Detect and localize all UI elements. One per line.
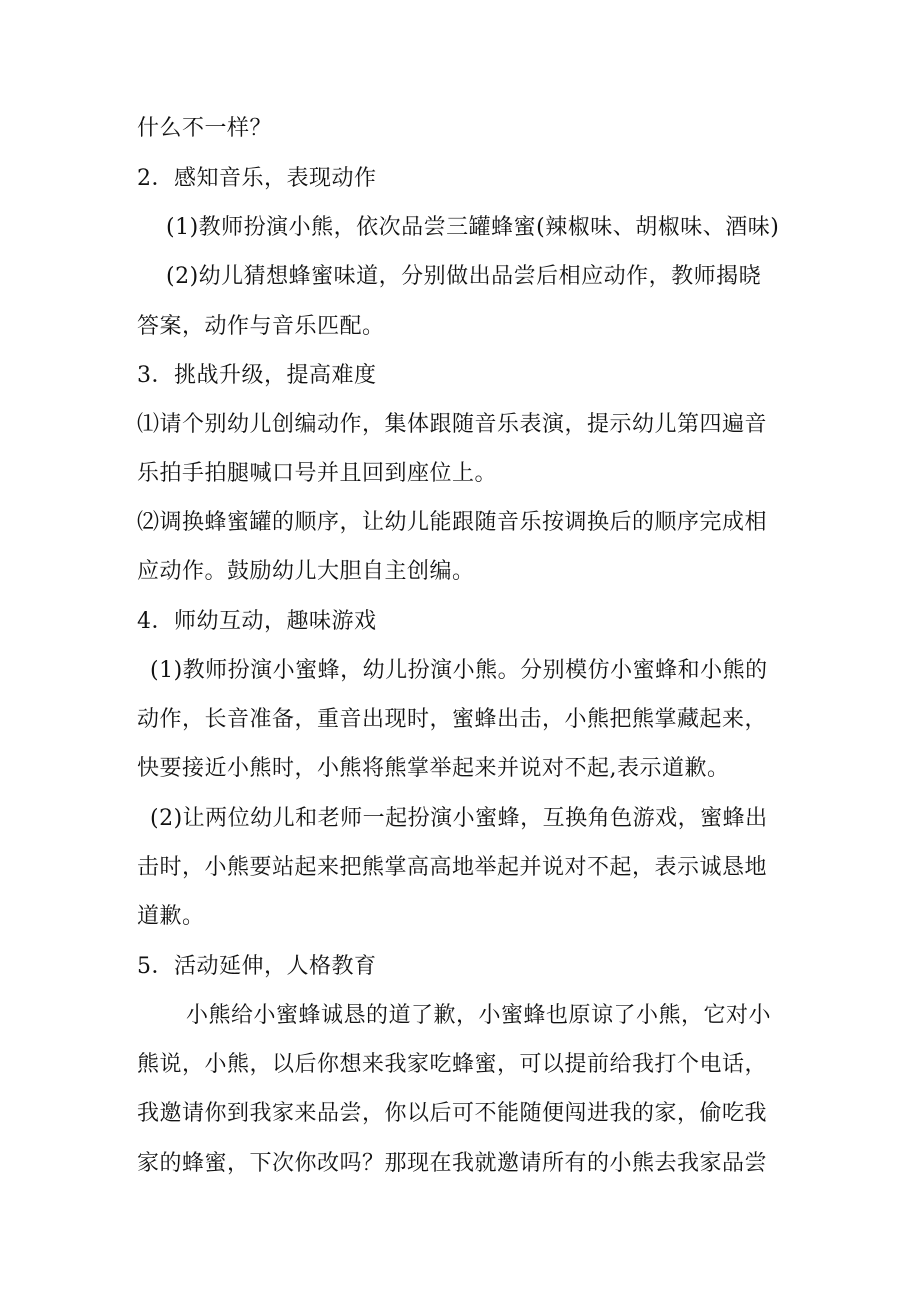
text-line-step4-item1-cont1: 动作，长音准备，重音出现时，蜜蜂出击，小熊把熊掌藏起来， — [137, 707, 768, 732]
text-line-step5-para4: 家的蜂蜜，下次你改吗？那现在我就邀请所有的小熊去我家品尝 — [137, 1151, 768, 1176]
heading-step-2: 2．感知音乐，表现动作 — [137, 166, 377, 191]
text-line-step2-item2: (2)幼儿猜想蜂蜜味道，分别做出品尝后相应动作，教师揭晓 — [166, 264, 762, 289]
text-line-step2-item2-cont: 答案，动作与音乐匹配。 — [137, 314, 385, 339]
text-line-step4-item1: (1)教师扮演小蜜蜂，幼儿扮演小熊。分别模仿小蜜蜂和小熊的 — [150, 658, 768, 683]
heading-step-4: 4．师幼互动，趣味游戏 — [137, 609, 377, 634]
heading-step-5: 5．活动延伸，人格教育 — [137, 954, 377, 979]
text-line-step5-para2: 熊说，小熊，以后你想来我家吃蜂蜜，可以提前给我打个电话， — [137, 1052, 768, 1077]
heading-step-3: 3．挑战升级，提高难度 — [137, 363, 377, 388]
text-line-step3-item2-cont: 应动作。鼓励幼儿大胆自主创编。 — [137, 559, 475, 584]
text-line-step3-item1-cont: 乐拍手拍腿喊口号并且回到座位上。 — [137, 461, 498, 486]
text-line-step4-item2: (2)让两位幼儿和老师一起扮演小蜜蜂，互换角色游戏，蜜蜂出 — [150, 806, 768, 831]
text-line-step3-item1: ⑴请个别幼儿创编动作，集体跟随音乐表演，提示幼儿第四遍音 — [137, 412, 768, 437]
text-line-step5-para1: 小熊给小蜜蜂诚恳的道了歉，小蜜蜂也原谅了小熊，它对小 — [186, 1003, 772, 1028]
text-line-step2-item1: (1)教师扮演小熊，依次品尝三罐蜂蜜(辣椒味、胡椒味、酒味) — [166, 215, 780, 240]
text-line-step5-para3: 我邀请你到我家来品尝，你以后可不能随便闯进我的家，偷吃我 — [137, 1101, 768, 1126]
text-line-step4-item2-cont2: 道歉。 — [137, 904, 205, 929]
text-line-step4-item2-cont1: 击时，小熊要站起来把熊掌高高地举起并说对不起，表示诚恳地 — [137, 855, 768, 880]
text-line-question-end: 什么不一样？ — [137, 116, 273, 141]
text-line-step3-item2: ⑵调换蜂蜜罐的顺序，让幼儿能跟随音乐按调换后的顺序完成相 — [137, 510, 768, 535]
text-line-step4-item1-cont2: 快要接近小熊时，小熊将熊掌举起来并说对不起,表示道歉。 — [137, 756, 730, 781]
